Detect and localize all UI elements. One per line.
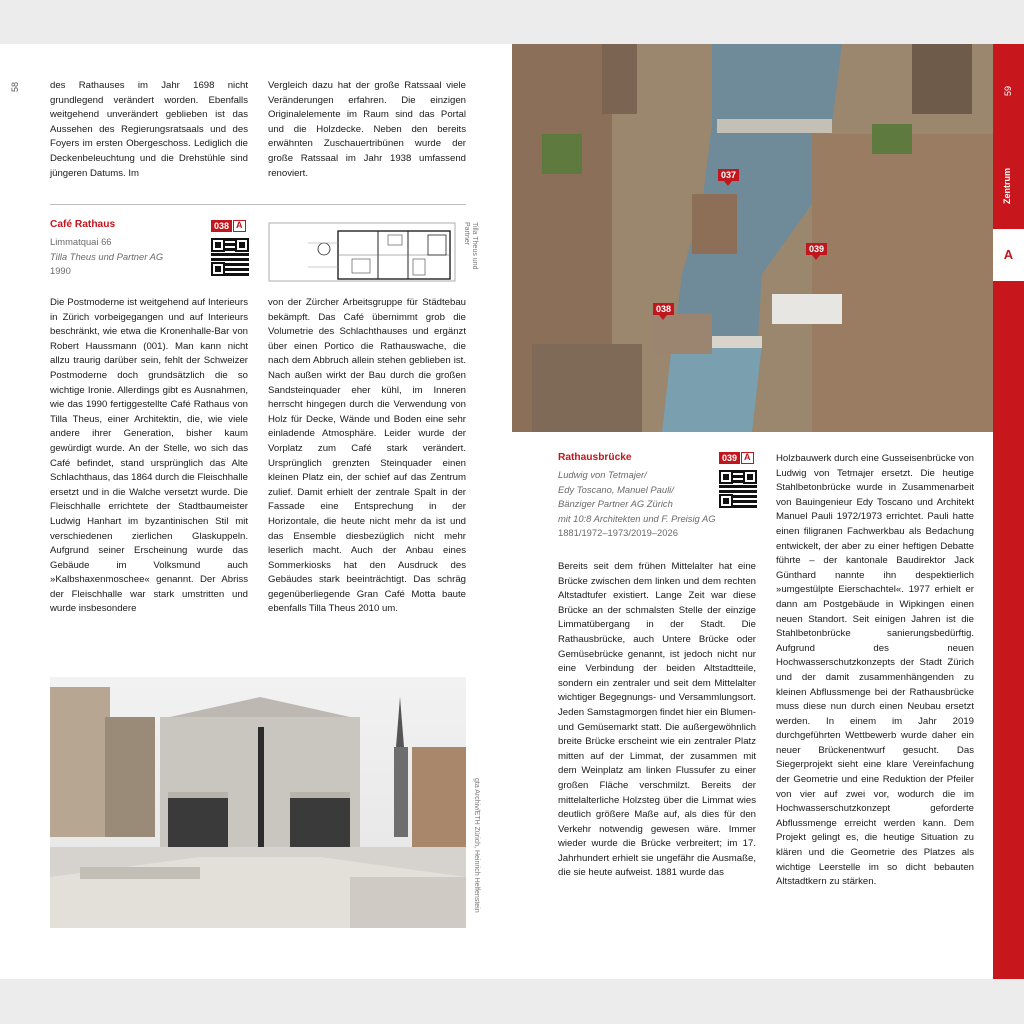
- section-label: Zentrum: [1002, 168, 1012, 204]
- badge-district: A: [233, 220, 246, 232]
- aerial-photo: [512, 44, 993, 432]
- architect-line-4: mit 10:8 Architekten und F. Preisig AG: [558, 512, 716, 524]
- section-tab: [993, 44, 1024, 979]
- qr-code-038[interactable]: [211, 238, 249, 276]
- map-marker-038[interactable]: 038: [653, 303, 674, 315]
- badge-039: [719, 452, 754, 464]
- entry-meta-cafe-rathaus: [50, 235, 210, 279]
- cafe-rathaus-photo: [50, 677, 466, 928]
- badge-number: 039: [719, 452, 740, 464]
- text-top-col1: des Rathauses im Jahr 1698 nicht grundlegend verändert worden. Ebenfalls weitgehend unverändert geblieben ist das Aussehen des Regierungsratsaals und des Foyers im ersten Obergeschoss. Lediglich die Deckenbeleuchtung und die Drehstühle sind jüngeren Datums. Im: [50, 80, 248, 179]
- map-marker-039[interactable]: 039: [806, 243, 827, 255]
- photo-credit: gta Archiv/ETH Zürich, Heinrich Helfenstein: [473, 778, 480, 913]
- entry-years: 1881/1972–1973/2019–2026: [558, 527, 678, 539]
- text-right-col2: Holzbauwerk durch eine Gusseisenbrücke von Ludwig von Tetmajer ersetzt. Die heutige Stahlbetonbrücke wurde in Zusammenarbeit von Bauingenieur Edy Toscano und Architekt Manuel Pauli 1972/1973 errichtet. Pauli hatte einen filigranen Fachwerkbau als Bedachung entwickelt, der aber zu einer heftigen Debatte führte – der kantonale Baudirektor Jack Günthard nannte ihn despektierlich »umgestülpte Eierschachtel«. 1977 erhielt er dann am Postgebäude in Wipkingen einen neuen Standort. Seit einigen Jahren ist die Stahlbetonbrücke sanierungsbedürftig. Aufgrund des neuen Hochwasserschutzkonzepts der Stadt Zürich und der damit zusammenhängenden zu kleinen Abflussmenge bei der Rathausbrücke muss diese nun durch einen Neubau ersetzt werden. In einem im Jahr 2019 durchgeführten Wettbewerb wurde daher ein neuer Brückenentwurf gesucht. Das Siegerprojekt sieht eine klare Vereinfachung der Geometrie und eine Reduktion der Pfeiler von vier auf zwei vor, wodurch die im Hochwasserschutzkonzept geforderte Abflussmenge erreicht werden kann. Dem Projekt gelingt es, die heutige Situation zu klären und die Geometrie des Platzes als wichtige Leerstelle im so dicht bebauten Altstadtkern zu stärken.: [776, 453, 974, 888]
- text-top-col2: Vergleich dazu hat der große Ratssaal viele Veränderungen erfahren. Die einzigen Originalelemente im Raum sind das Portal und die Holzdecke. Neben den bereits erwähnten Zuschauertribünen wurde der große Ratssaal im Jahr 1938 umfassend renoviert.: [268, 80, 466, 179]
- architect-line-1: Ludwig von Tetmajer/: [558, 469, 647, 480]
- plan-credit: Tilla Theus und Partner: [463, 222, 478, 270]
- page-number-right: 59: [1003, 85, 1013, 96]
- text-body-col1: Die Postmoderne ist weitgehend auf Interieurs in Zürich vorbeigegangen und auf Interieurs beschränkt, wie etwa die Kronenhalle-Bar von Robert Haussmann (001). Man kann nicht allzu traurig darüber sein, fehlt der Schweizer Postmoderne doch grundsätzlich die so wichtige Ironie. Allerdings gibt es Ausnahmen, wie das 1990 fertiggestellte Café Rathaus von Tilla Theus, einer Architektin, die, wie viele andere ihrer Generation, bisher kaum gewürdigt wurde. An der Stelle, wo sich das Café befindet, stand ursprünglich das Alte Schlachthaus, das 1864 durch die Fleischhalle ersetzt und in die Walche versetzt wurde. Die Fleischhalle errichtete der Stadtbaumeister Ludwig Hanhart im byzantinischen Stil mit verschiedenen zierlichen Glaskuppeln. Aufgrund seiner Erscheinung wurde das Gebäude im Volksmund auch »Kalbshaxenmoschee« genannt. Der Abriss der Fleischhalle war stark umstritten und wurde insbesondere: [50, 297, 248, 615]
- divider: [50, 204, 466, 205]
- page-number-left: 58: [10, 81, 20, 92]
- text-body-col2: von der Zürcher Arbeitsgruppe für Städtebau bekämpft. Das Café übernimmt grob die Volumetrie des Schlachthauses und ergänzt über einen Portico die Rathauswache, die nach dem Abbruch allein stehen geblieben ist. Nach außen wirkt der Bau durch die großen Sandsteinquader eher kühl, im Inneren herrscht hingegen durch die Verwendung von Holz für Decke, Wände und Boden eine sehr einladende Atmosphäre. Leider wurde der Vorplatz zum Café stark verändert. Ursprünglich grenzten Steinquader einen kleinen Platz ein, der schief auf das Zentrum zulief. Damit erhielt der zentrale Spalt in der Fassade eine Entsprechung in der Horizontale, die heute nicht mehr da ist und das Ensemble diesbezüglich nicht mehr leserlich macht. Auch der Anbau eines Sommerkiosks hat den Ausdruck des Gebäudes stark beeinträchtigt. Das schräg gegenüberliegende Gran Café Motta baute ebenfalls Tilla Theus 2010 um.: [268, 297, 466, 615]
- floor-plan: [268, 219, 458, 285]
- entry-year: 1990: [50, 265, 71, 277]
- badge-district: A: [741, 452, 754, 464]
- badge-number: 038: [211, 220, 232, 232]
- qr-code-039[interactable]: [719, 470, 757, 508]
- badge-038: [211, 220, 246, 232]
- entry-title-cafe-rathaus: Café Rathaus: [50, 219, 116, 230]
- entry-address: Limmatquai 66: [50, 236, 112, 247]
- entry-architect: Tilla Theus und Partner AG: [50, 250, 164, 262]
- architect-line-2: Edy Toscano, Manuel Pauli/: [558, 483, 674, 495]
- section-letter[interactable]: A: [993, 229, 1024, 281]
- entry-title-rathausbruecke: Rathausbrücke: [558, 452, 632, 463]
- architect-line-3: Bänziger Partner AG Zürich: [558, 498, 673, 510]
- text-right-col1: Bereits seit dem frühen Mittelalter hat eine Brücke zwischen dem linken und dem rechten Altstadtufer existiert. Lange Zeit war diese Brücke an der schmalsten Stelle der einzige Limmatübergang in der Stadt. Die Rathausbrücke, auch Untere Brücke oder Gemüsebrücke genannt, ist jedoch nicht nur eine Verbindung der beiden Altstadtteile, sondern ein zentraler und seit dem Mittelalter wichtiger Begegnungs- und Versammlungsort. Jeden Samstagmorgen findet hier ein Blumen- und Gemüsemarkt statt. Die außergewöhnlich breite Brücke erscheint wie ein zentraler Platz mitten auf der Limmat, der zusammen mit dem Weinplatz am linken Flussufer zu einer großen Fläche verschmilzt. Bereits der mittelalterliche Holzsteg über die Limmat wies deutlich größere Maße auf, als dies für den Verkehr notwendig gewesen wäre. Immer wieder wurde die Brücke verbreitert; im 17. Jahrhundert erhielt sie ungefähr die Ausmaße, die sie heute aufweist. 1881 wurde das: [558, 561, 756, 879]
- map-marker-037[interactable]: 037: [718, 169, 739, 181]
